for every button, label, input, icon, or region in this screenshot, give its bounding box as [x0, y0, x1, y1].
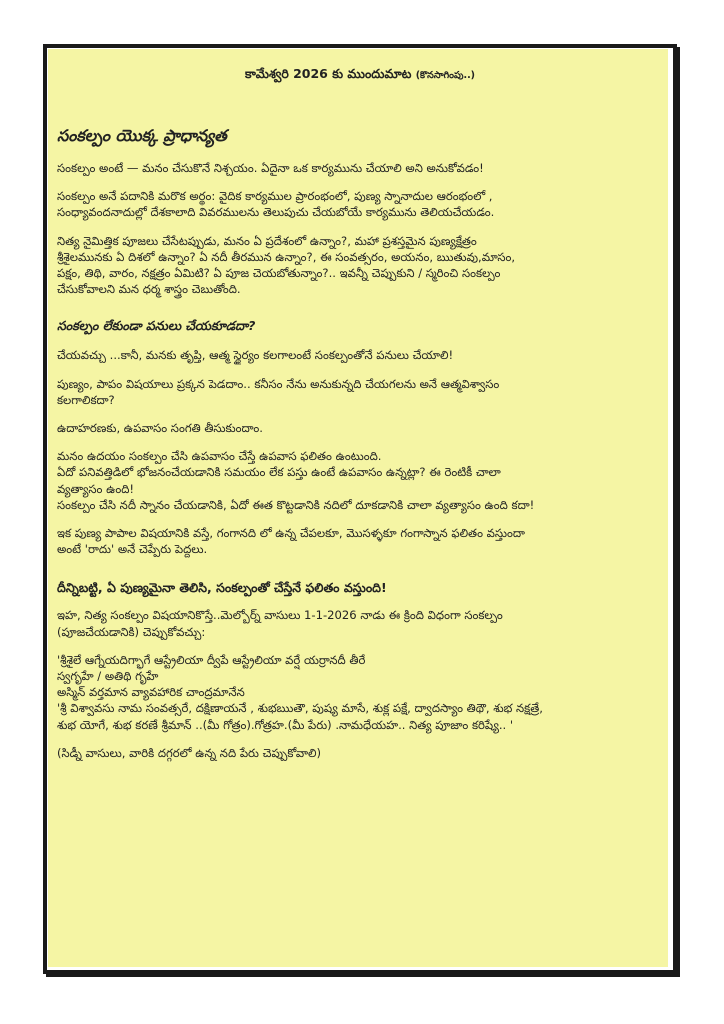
- paragraph-example: ఉదాహరణకు, ఉపవాసం సంగతి తీసుకుందాం.: [57, 421, 263, 436]
- paragraph-fasting-line2: ఏదో పనివత్తిడిలో భోజనంచేయడానికి సమయం లేక పస్తు ఉంటే ఉపవాసం ఉన్నట్లా? ఈ రెంటికీ చాలా: [57, 465, 501, 480]
- paragraph-pooja-line1: నిత్య నైమిత్తిక పూజలు చేసేటప్పుడు, మనం ఏ ప్రదేశంలో ఉన్నాం?, మహా ప్రశస్తమైన పుణ్యక్షేత్రం: [57, 233, 477, 248]
- paragraph-confidence-line1: పుణ్యం, పాపం విషయాలు ప్రక్కన పెడదాం.. కనీసం నేను అనుకున్నది చేయగలను అనే ఆత్మవిశ్వాసం: [57, 376, 500, 391]
- mantra-line1: 'శ్రీశైలే ఆగ్నేయదిగ్భాగే ఆస్ట్రేలియా ద్వీపే ఆస్ట్రేలియా వర్షే యర్రానదీ తీరే: [57, 652, 366, 667]
- title-main: కామేశ్వరి 2026 కు ముందుమాట: [244, 66, 412, 81]
- heading-result: దీన్నిబట్టి, ఏ పుణ్యమైనా తెలిసి, సంకల్పంతో చేస్తేనే ఫలితం వస్తుంది!: [57, 580, 387, 596]
- paragraph-sydney-note: (సిడ్నీ వాసులు, వారికి దగ్గరలో ఉన్న నది పేరు చెప్పుకోవాలి): [57, 745, 321, 760]
- paragraph-pooja-line3: పక్షం, తిథి, వారం, నక్షత్రం ఏమిటి? ఏ పూజ చెయబోతున్నాం?.. ఇవన్నీ చెప్పుకుని / స్మరించి సంకల్పం: [57, 266, 501, 281]
- mantra-line3: అస్మిన్ వర్తమాన వ్యావహారిక చాంద్రమానేన: [57, 685, 245, 700]
- paragraph-ganga-line1: ఇక పుణ్య పాపాల విషయానికి వస్తే, గంగానది లో ఉన్న చేపలకూ, మొసళ్ళకూ గంగాస్నాన ఫలితం వస్తుందా: [57, 526, 525, 541]
- paragraph-melbourne-line2: (పూజచేయడానికి) చెప్పుకోవచ్చు:: [57, 624, 206, 639]
- mantra-line5: శుభ యోగే, శుభ కరణే శ్రీమాన్ ..(మీ గోత్రం).గోత్రహ.(మీ పేరు) .నామధేయహ.. నిత్య పూజాం కరిష్యే.. ': [57, 717, 514, 732]
- paragraph-pooja-line4: చేసుకోవాలని మన ధర్మ శాస్త్రం చెబుతోంది.: [57, 282, 241, 297]
- paragraph-fasting-line1: మనం ఉదయం సంకల్పం చేసి ఉపవాసం చేస్తే ఉపవాస ఫలితం ఉంటుంది.: [57, 449, 382, 464]
- paragraph-meaning-line2: సంధ్యావందనాదుల్లో దేశకాలాది వివరములను తెలుపుచు చేయబోయే కార్యమును తెలియచేయడం.: [57, 205, 495, 220]
- paragraph-answer: చేయవచ్చు ...కానీ, మనకు తృప్తి, ఆత్మ స్థైర్యం కలగాలంటే సంకల్పంతోనే పనులు చేయాలి!: [57, 348, 454, 363]
- article: [57, 66, 663, 761]
- paragraph-fasting-line4: సంకల్పం చేసి నదీ స్నానం చేయడానికి, ఏదో ఈత కొట్టడానికి నదిలో దూకడానికి చాలా వ్యత్యాసం ఉంది కదా!: [57, 497, 535, 512]
- paragraph-meaning-line1: సంకల్పం అనే పదానికి మరొక అర్థం: వైదిక కార్యముల ప్రారంభంలో, పుణ్య స్నానాదుల ఆరంభంలో ,: [57, 189, 493, 204]
- page-title: [57, 66, 663, 84]
- mantra-line2: స్వగృహే / అతిథి గృహే: [57, 669, 159, 684]
- paragraph-fasting-line3: వ్యత్యాసం ఉంది!: [57, 481, 135, 496]
- paragraph-pooja-line2: శ్రీశైలమునకు ఏ దిశలో ఉన్నాం? ఏ నదీ తీరమున ఉన్నాం?, ఈ సంవత్సరం, అయనం, ఋతువు,మాసం,: [57, 249, 516, 264]
- paragraph-melbourne-line1: ఇహ, నిత్య సంకల్పం విషయానికొస్తే..మెల్బోర్న్ వాసులు 1-1-2026 నాడు ఈ క్రింది విధంగా సంకల్పం: [57, 608, 503, 623]
- paragraph-ganga-line2: అంటే 'రాదు' అనే చెప్పేరు పెద్దలు.: [57, 542, 208, 557]
- heading-importance: సంకల్పం యొక్క ప్రాధాన్యత: [57, 126, 227, 145]
- mantra-line4: 'శ్రీ విశ్వావసు నామ సంవత్సరే, దక్షిణాయనే , శుభఋతౌ, పుష్య మాసే, శుక్ల పక్షే, ద్వాదస్యాం తిథౌ, శుభ నక్షత్రే,: [57, 701, 543, 716]
- heading-question: సంకల్పం లేకుండా పనులు చేయకూడదా?: [57, 318, 256, 334]
- paragraph-definition: సంకల్పం అంటే — మనం చేసుకొనే నిశ్చయం. ఏదైనా ఒక కార్యమును చేయాలి అని అనుకోవడం!: [57, 161, 484, 175]
- paragraph-confidence-line2: కలగాలికదా?: [57, 392, 115, 407]
- title-sub: (కొనసాగింపు..): [415, 70, 476, 81]
